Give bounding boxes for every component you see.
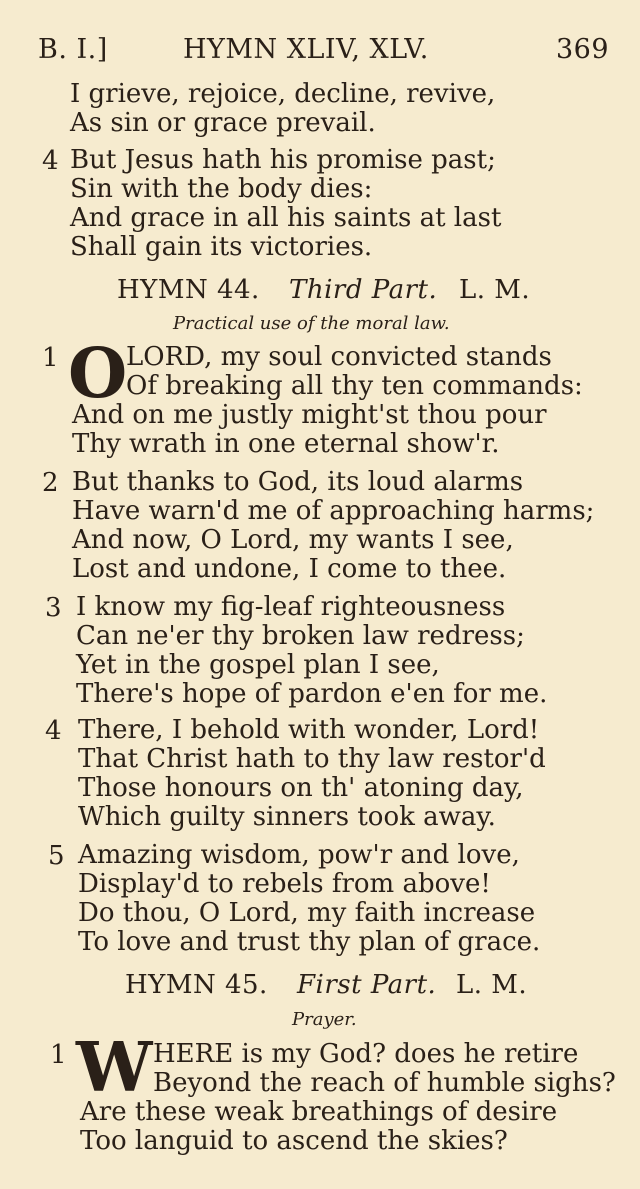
verse-line: Thy wrath in one eternal show'r. (72, 429, 500, 459)
stanza-number: 1 (50, 1040, 67, 1070)
verse-line: And on me justly might'st thou pour (72, 400, 547, 430)
hymn-meter: L. M. (459, 275, 531, 305)
verse-line: There's hope of pardon e'en for me. (76, 679, 548, 709)
verse-line: As sin or grace prevail. (70, 108, 376, 138)
verse-line: Too languid to ascend the skies? (80, 1126, 508, 1156)
verse-line: I know my fig-leaf righteousness (76, 592, 506, 622)
hymn-title: HYMN 44. (117, 275, 260, 305)
verse-line: There, I behold with wonder, Lord! (78, 715, 540, 745)
hymn-part: First Part. (297, 970, 437, 1000)
verse-line: Can ne'er thy broken law redress; (76, 621, 525, 651)
verse-line: Yet in the gospel plan I see, (76, 650, 440, 680)
stanza-number: 5 (48, 841, 65, 871)
verse-line: And grace in all his saints at last (70, 203, 502, 233)
verse-line: That Christ hath to thy law restor'd (78, 744, 546, 774)
verse-line: Which guilty sinners took away. (78, 802, 496, 832)
header-title: HYMN XLIV, XLV. (183, 34, 429, 65)
hymn-subtitle: Prayer. (292, 1009, 357, 1030)
verse-line: LORD, my soul convicted stands (126, 342, 552, 372)
stanza-number: 1 (42, 343, 59, 373)
hymn-meter: L. M. (456, 970, 528, 1000)
stanza-number: 3 (45, 593, 62, 623)
verse-line: And now, O Lord, my wants I see, (72, 525, 514, 555)
verse-line: Those honours on th' atoning day, (78, 773, 524, 803)
hymn-title: HYMN 45. (125, 970, 268, 1000)
verse-line: Have warn'd me of approaching harms; (72, 496, 595, 526)
drop-cap: W (76, 1028, 153, 1108)
verse-line: Display'd to rebels from above! (78, 869, 491, 899)
verse-line: Lost and undone, I come to thee. (72, 554, 507, 584)
verse-line: Shall gain its victories. (70, 232, 373, 262)
hymn-subtitle: Practical use of the moral law. (173, 313, 450, 334)
verse-line: HERE is my God? does he retire (153, 1039, 579, 1069)
verse-line: I grieve, rejoice, decline, revive, (70, 79, 496, 109)
page-number: 369 (556, 34, 610, 65)
stanza-number: 2 (42, 468, 59, 498)
verse-line: Of breaking all thy ten commands: (126, 371, 583, 401)
verse-line: Are these weak breathings of desire (80, 1097, 558, 1127)
verse-line: Sin with the body dies: (70, 174, 373, 204)
stanza-number: 4 (42, 146, 59, 176)
stanza-number: 4 (45, 716, 62, 746)
verse-line: Amazing wisdom, pow'r and love, (78, 840, 520, 870)
header-section-ref: B. I.] (38, 34, 108, 65)
verse-line: But thanks to God, its loud alarms (72, 467, 524, 497)
verse-line: To love and trust thy plan of grace. (78, 927, 541, 957)
verse-line: Do thou, O Lord, my faith increase (78, 898, 536, 928)
hymn-part: Third Part. (289, 275, 438, 305)
verse-line: But Jesus hath his promise past; (70, 145, 496, 175)
verse-line: Beyond the reach of humble sighs? (153, 1068, 616, 1098)
drop-cap: O (68, 334, 128, 414)
